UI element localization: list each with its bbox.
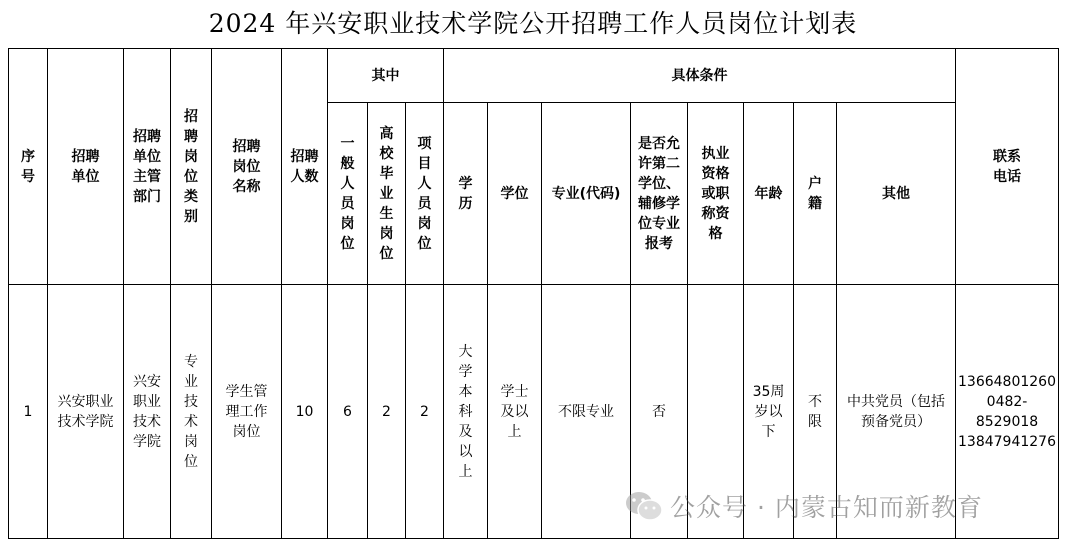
cell-seq: 1 (9, 285, 48, 539)
cell-age: 35周岁以下 (744, 285, 794, 539)
header-education: 学历 (444, 103, 488, 285)
header-project: 项目人员岗位 (406, 103, 444, 285)
cell-major: 不限专业 (542, 285, 631, 539)
cell-category: 专业技术岗位 (171, 285, 212, 539)
header-graduate: 高校毕业生岗位 (368, 103, 406, 285)
page-title: 2024 年兴安职业技术学院公开招聘工作人员岗位计划表 (208, 9, 858, 38)
header-hukou: 户籍 (794, 103, 837, 285)
header-category: 招聘岗位类别 (171, 49, 212, 285)
header-major: 专业(代码) (542, 103, 631, 285)
header-group-conditions: 具体条件 (444, 49, 956, 103)
cell-general: 6 (328, 285, 368, 539)
cell-count: 10 (282, 285, 328, 539)
header-phone: 联系电话 (956, 49, 1059, 285)
cell-second-degree: 否 (631, 285, 688, 539)
header-other: 其他 (837, 103, 956, 285)
watermark (624, 487, 983, 525)
wechat-icon (624, 489, 664, 523)
header-group-among: 其中 (328, 49, 444, 103)
cell-education: 大学本科及以上 (444, 285, 488, 539)
cell-position: 学生管理工作岗位 (212, 285, 282, 539)
cell-other: 中共党员（包括预备党员） (837, 285, 956, 539)
cell-dept: 兴安职业技术学院 (124, 285, 171, 539)
phone-number-1: 13664801260 (958, 373, 1056, 390)
header-qualification: 执业资格或职称资格 (688, 103, 744, 285)
header-dept: 招聘单位主管部门 (124, 49, 171, 285)
phone-number-2: 0482-8529018 (975, 393, 1039, 430)
cell-graduate: 2 (368, 285, 406, 539)
cell-project: 2 (406, 285, 444, 539)
header-count: 招聘人数 (282, 49, 328, 285)
header-seq: 序号 (9, 49, 48, 285)
cell-hukou: 不限 (794, 285, 837, 539)
header-age: 年龄 (744, 103, 794, 285)
watermark-text: 公众号 · 内蒙古知而新教育 (670, 493, 983, 522)
recruitment-plan-table (8, 48, 1059, 539)
phone-number-3: 13847941276 (958, 433, 1056, 450)
cell-unit: 兴安职业技术学院 (48, 285, 124, 539)
cell-degree: 学士及以上 (488, 285, 542, 539)
header-degree: 学位 (488, 103, 542, 285)
header-unit: 招聘单位 (48, 49, 124, 285)
header-second-degree: 是否允许第二学位、辅修学位专业报考 (631, 103, 688, 285)
header-general: 一般人员岗位 (328, 103, 368, 285)
header-position: 招聘岗位名称 (212, 49, 282, 285)
